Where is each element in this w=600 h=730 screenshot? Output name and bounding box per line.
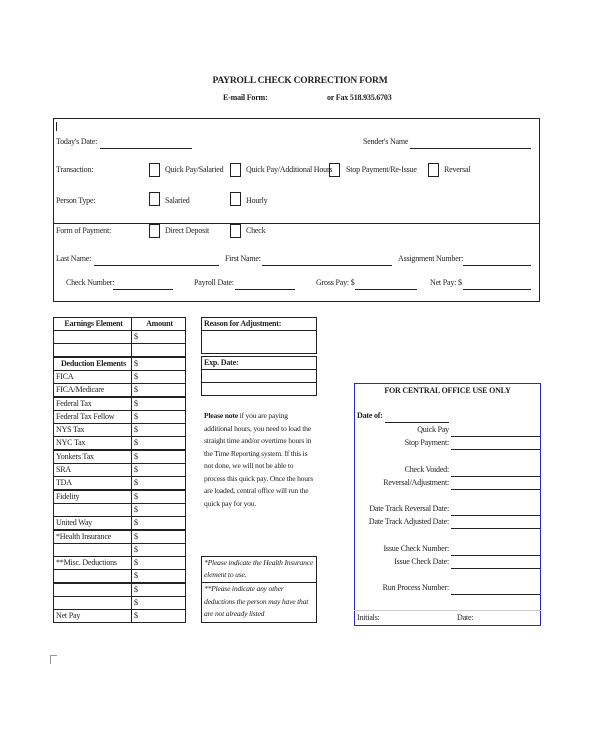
amount-cell[interactable]: $ <box>131 516 186 530</box>
central-office-title: FOR CENTRAL OFFICE USE ONLY <box>384 386 511 395</box>
central-field-input[interactable] <box>451 437 540 450</box>
earnings-row-label: SRA <box>53 463 132 477</box>
senders-name-field[interactable] <box>410 136 531 149</box>
amount-cell[interactable]: $ <box>131 450 186 464</box>
central-field-label: Reversal/Adjustment: <box>383 477 449 487</box>
note-body: if you are paying additional hours, you need to load the straight time and/or overtime hours in the Time Reporting system. If this is not done, we will not be able to process this quick pay. Once the hours are loaded, central office will run the quick pay for you. <box>204 411 313 508</box>
central-field-label: Issue Check Number: <box>383 543 449 553</box>
todays-date-field[interactable] <box>100 136 192 149</box>
quick-pay-additional-checkbox[interactable] <box>230 163 241 177</box>
amount-cell[interactable] <box>131 343 186 357</box>
salaried-label: Salaried <box>165 196 190 205</box>
quick-pay-additional-label: Quick Pay/Additional Hours <box>246 165 333 174</box>
amount-cell[interactable]: $ <box>131 330 186 344</box>
quick-pay-salaried-label: Quick Pay/Salaried <box>165 165 224 174</box>
earnings-element-header: Earnings Element <box>53 317 132 331</box>
text-cursor <box>56 122 57 131</box>
check-number-field[interactable] <box>113 277 173 290</box>
amount-cell[interactable]: $ <box>131 609 186 623</box>
earnings-row-label <box>53 330 132 344</box>
reversal-checkbox[interactable] <box>428 163 439 177</box>
earnings-row-label: NYS Tax <box>53 423 132 437</box>
initials-label: Initials: <box>357 613 380 622</box>
check-checkbox[interactable] <box>230 224 241 238</box>
central-field-label: Date Track Reversal Date: <box>369 504 449 514</box>
amount-cell[interactable]: $ <box>131 370 186 384</box>
payroll-date-label: Payroll Date: <box>194 278 234 287</box>
assignment-number-label: Assignment Number: <box>398 254 464 263</box>
earnings-row-label: FICA/Medicare <box>53 383 132 397</box>
date-of-label: Date of: <box>357 411 383 420</box>
central-field-label: Issue Check Date: <box>394 557 449 566</box>
earnings-row-label: Deduction Elements <box>53 357 132 371</box>
earnings-row-label: Fidelity <box>53 490 132 504</box>
central-field-label: Date Track Adjusted Date: <box>368 517 449 527</box>
central-field-input[interactable] <box>451 516 540 529</box>
amount-cell[interactable]: $ <box>131 596 186 610</box>
central-field-input[interactable] <box>451 464 540 477</box>
senders-name-label: Sender's Name <box>363 137 409 146</box>
central-field-input[interactable] <box>451 582 540 595</box>
earnings-row-label: TDA <box>53 476 132 490</box>
amount-cell[interactable]: $ <box>131 357 186 371</box>
todays-date-label: Today's Date: <box>56 137 98 146</box>
central-field-label: Run Process Number: <box>382 583 449 593</box>
net-pay-field[interactable] <box>463 277 531 290</box>
amount-cell[interactable]: $ <box>131 463 186 477</box>
amount-header: Amount <box>131 317 186 331</box>
earnings-row-label: United Way <box>53 516 132 530</box>
exp-date-field[interactable] <box>201 369 317 383</box>
amount-cell[interactable]: $ <box>131 530 186 544</box>
amount-cell[interactable]: $ <box>131 503 186 517</box>
central-field-input[interactable] <box>451 556 540 569</box>
earnings-row-label <box>53 569 132 583</box>
payroll-date-field[interactable] <box>235 277 295 290</box>
last-name-field[interactable] <box>94 253 219 266</box>
amount-cell[interactable]: $ <box>131 383 186 397</box>
earnings-row-label <box>53 596 132 610</box>
date-of-field[interactable] <box>385 410 449 423</box>
assignment-number-field[interactable] <box>463 253 531 266</box>
amount-cell[interactable]: $ <box>131 556 186 570</box>
earnings-row-label: Yonkers Tax <box>53 450 132 464</box>
amount-cell[interactable]: $ <box>131 436 186 450</box>
hourly-checkbox[interactable] <box>230 192 241 206</box>
first-name-field[interactable] <box>262 253 392 266</box>
stop-payment-label: Stop Payment/Re-Issue <box>346 165 417 174</box>
transaction-label: Transaction: <box>56 165 94 174</box>
net-pay-label: Net Pay: $ <box>430 278 462 287</box>
other-deductions-note: **Please indicate any other deductions the person may have that are not already listed <box>201 582 317 623</box>
gross-pay-field[interactable] <box>355 277 417 290</box>
last-name-label: Last Name: <box>56 254 92 263</box>
form-title: PAYROLL CHECK CORRECTION FORM <box>212 76 388 86</box>
central-field-input[interactable] <box>451 477 540 490</box>
amount-cell[interactable]: $ <box>131 490 186 504</box>
page-corner-mark <box>50 655 57 664</box>
first-name-label: First Name: <box>225 254 261 263</box>
amount-cell[interactable]: $ <box>131 397 186 411</box>
person-type-label: Person Type: <box>56 196 96 205</box>
earnings-row-label: Federal Tax <box>53 397 132 411</box>
direct-deposit-label: Direct Deposit <box>165 226 210 235</box>
central-field-input[interactable] <box>451 424 540 437</box>
hourly-label: Hourly <box>246 196 268 205</box>
earnings-row-label: **Misc. Deductions <box>53 556 132 570</box>
central-field-label: Check Voided: <box>404 464 449 474</box>
earnings-row-label: Net Pay <box>53 609 132 623</box>
amount-cell[interactable]: $ <box>131 543 186 557</box>
central-field-input[interactable] <box>451 543 540 556</box>
earnings-row-label: *Health Insurance <box>53 530 132 544</box>
earnings-row-label: FICA <box>53 370 132 384</box>
exp-date-label: Exp. Date: <box>201 356 317 370</box>
reason-header: Reason for Adjustment: <box>201 317 317 331</box>
date-label: Date: <box>457 613 474 622</box>
please-note-text <box>204 410 314 510</box>
earnings-row-label: Federal Tax Fellow <box>53 410 132 424</box>
divider <box>53 223 540 224</box>
amount-cell[interactable]: $ <box>131 423 186 437</box>
email-label: E-mail Form: <box>223 93 268 102</box>
reversal-label: Reversal <box>444 165 471 174</box>
fax-label: or Fax 518.935.6703 <box>327 93 392 102</box>
earnings-row-label <box>53 343 132 357</box>
note-bold: Please note <box>204 411 238 420</box>
reason-field[interactable] <box>201 330 317 354</box>
earnings-row-label <box>53 503 132 517</box>
direct-deposit-checkbox[interactable] <box>149 224 160 238</box>
form-of-payment-label: Form of Payment: <box>56 226 112 235</box>
check-label: Check <box>246 226 266 235</box>
earnings-row-label <box>53 543 132 557</box>
amount-cell[interactable]: $ <box>131 476 186 490</box>
exp-date-field-2[interactable] <box>201 382 317 396</box>
earnings-row-label: NYC Tax <box>53 436 132 450</box>
central-field-input[interactable] <box>451 503 540 516</box>
quick-pay-salaried-checkbox[interactable] <box>149 163 160 177</box>
amount-cell[interactable]: $ <box>131 410 186 424</box>
central-field-label: Quick Pay <box>417 425 449 434</box>
check-number-label: Check Number: <box>66 278 115 287</box>
central-field-label: Stop Payment: <box>404 438 449 448</box>
earnings-row-label <box>53 583 132 597</box>
stop-payment-checkbox[interactable] <box>329 163 340 177</box>
amount-cell[interactable]: $ <box>131 569 186 583</box>
salaried-checkbox[interactable] <box>149 192 160 206</box>
health-insurance-note: *Please indicate the Health Insurance element to use. <box>201 556 317 583</box>
gross-pay-label: Gross Pay: $ <box>316 278 355 287</box>
amount-cell[interactable]: $ <box>131 583 186 597</box>
